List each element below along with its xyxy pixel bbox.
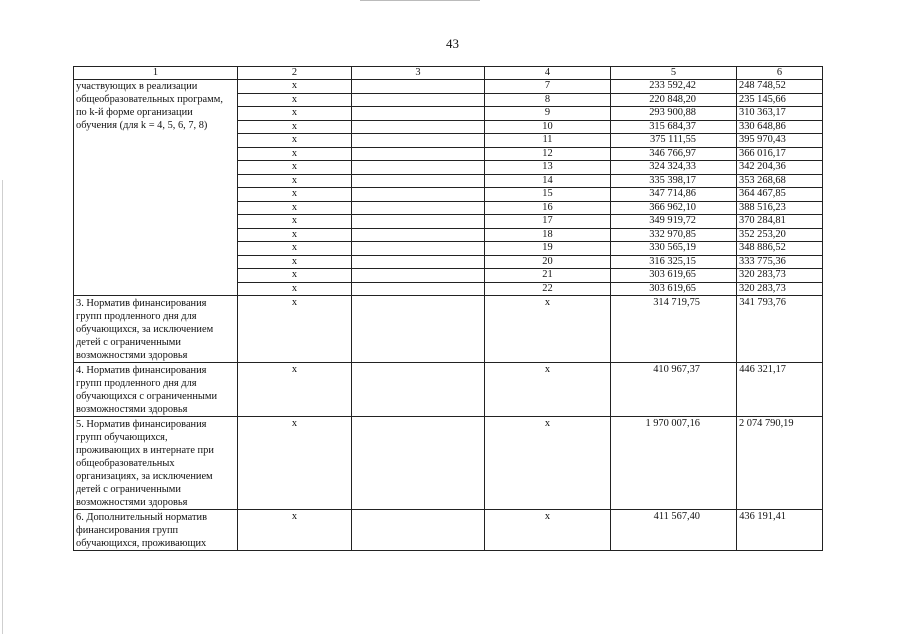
cell-col-2: х xyxy=(238,242,352,256)
description-line: общеобразовательных программ, xyxy=(76,94,223,105)
cell-col-5: 293 900,88 xyxy=(611,107,737,121)
cell-col-5: 233 592,42 xyxy=(611,80,737,94)
table-row xyxy=(74,363,823,417)
description-line: по k-й форме организации xyxy=(76,107,193,118)
cell-col-3 xyxy=(352,188,485,202)
cell-col-5: 410 967,37 xyxy=(611,363,737,417)
cell-col-2: х xyxy=(238,296,352,363)
description-line: 3. Норматив финансирования xyxy=(76,298,207,309)
cell-col-5: 375 111,55 xyxy=(611,134,737,148)
cell-col-2: х xyxy=(238,228,352,242)
header-col-2: 2 xyxy=(238,67,352,80)
description-line: 6. Дополнительный норматив xyxy=(76,512,208,523)
row-description xyxy=(74,510,238,551)
cell-col-2: х xyxy=(238,188,352,202)
description-line: организациях, за исключением xyxy=(76,471,213,482)
cell-col-4: 9 xyxy=(485,107,611,121)
cell-col-6: 446 321,17 xyxy=(737,363,823,417)
table-row xyxy=(74,296,823,363)
header-col-4: 4 xyxy=(485,67,611,80)
cell-col-5: 330 565,19 xyxy=(611,242,737,256)
description-line: обучающихся, за исключением xyxy=(76,324,214,335)
cell-col-3 xyxy=(352,417,485,510)
cell-col-3 xyxy=(352,282,485,296)
description-line: обучающихся с ограниченными xyxy=(76,391,217,402)
cell-col-3 xyxy=(352,255,485,269)
cell-col-5: 366 962,10 xyxy=(611,201,737,215)
cell-col-6: 235 145,66 xyxy=(737,93,823,107)
cell-col-5: 411 567,40 xyxy=(611,510,737,551)
cell-col-4: 17 xyxy=(485,215,611,229)
cell-col-4: 19 xyxy=(485,242,611,256)
scan-edge xyxy=(2,180,3,634)
row-description xyxy=(74,417,238,510)
cell-col-4: 18 xyxy=(485,228,611,242)
cell-col-2: х xyxy=(238,255,352,269)
cell-col-3 xyxy=(352,80,485,94)
cell-col-4: 8 xyxy=(485,93,611,107)
cell-col-6: 341 793,76 xyxy=(737,296,823,363)
cell-col-5: 316 325,15 xyxy=(611,255,737,269)
cell-col-5: 324 324,33 xyxy=(611,161,737,175)
cell-col-4: 10 xyxy=(485,120,611,134)
cell-col-5: 303 619,65 xyxy=(611,269,737,283)
cell-col-2: х xyxy=(238,201,352,215)
cell-col-3 xyxy=(352,107,485,121)
cell-col-6: 310 363,17 xyxy=(737,107,823,121)
description-line: 4. Норматив финансирования xyxy=(76,365,207,376)
description-line: групп продленного дня для xyxy=(76,311,197,322)
cell-col-2: х xyxy=(238,282,352,296)
cell-col-3 xyxy=(352,134,485,148)
cell-col-2: х xyxy=(238,510,352,551)
cell-col-4: х xyxy=(485,510,611,551)
description-line: обучающихся, проживающих xyxy=(76,538,207,549)
cell-col-3 xyxy=(352,93,485,107)
cell-col-4: 12 xyxy=(485,147,611,161)
cell-col-6: 342 204,36 xyxy=(737,161,823,175)
top-rule xyxy=(360,0,480,2)
cell-col-5: 315 684,37 xyxy=(611,120,737,134)
cell-col-4: х xyxy=(485,417,611,510)
row-description xyxy=(74,363,238,417)
cell-col-5: 303 619,65 xyxy=(611,282,737,296)
cell-col-2: х xyxy=(238,107,352,121)
cell-col-6: 366 016,17 xyxy=(737,147,823,161)
cell-col-5: 332 970,85 xyxy=(611,228,737,242)
cell-col-2: х xyxy=(238,80,352,94)
cell-col-6: 330 648,86 xyxy=(737,120,823,134)
row-description xyxy=(74,80,238,296)
page-number: 43 xyxy=(446,36,459,51)
cell-col-3 xyxy=(352,161,485,175)
description-line: детей с ограниченными xyxy=(76,484,181,495)
cell-col-3 xyxy=(352,228,485,242)
cell-col-5: 349 919,72 xyxy=(611,215,737,229)
cell-col-3 xyxy=(352,510,485,551)
cell-col-4: 11 xyxy=(485,134,611,148)
description-line: возможностями здоровья xyxy=(76,497,188,508)
cell-col-2: х xyxy=(238,174,352,188)
cell-col-2: х xyxy=(238,161,352,175)
cell-col-3 xyxy=(352,215,485,229)
cell-col-5: 347 714,86 xyxy=(611,188,737,202)
cell-col-6: 348 886,52 xyxy=(737,242,823,256)
cell-col-2: х xyxy=(238,134,352,148)
cell-col-2: х xyxy=(238,215,352,229)
cell-col-4: х xyxy=(485,363,611,417)
normatives-table xyxy=(73,66,823,551)
description-line: обучения (для k = 4, 5, 6, 7, 8) xyxy=(76,120,208,131)
cell-col-6: 333 775,36 xyxy=(737,255,823,269)
description-line: детей с ограниченными xyxy=(76,337,181,348)
table-row xyxy=(74,417,823,510)
cell-col-5: 1 970 007,16 xyxy=(611,417,737,510)
header-col-6: 6 xyxy=(737,67,823,80)
cell-col-3 xyxy=(352,269,485,283)
cell-col-6: 248 748,52 xyxy=(737,80,823,94)
cell-col-6: 395 970,43 xyxy=(737,134,823,148)
description-line: групп обучающихся, xyxy=(76,432,168,443)
header-col-3: 3 xyxy=(352,67,485,80)
cell-col-6: 352 253,20 xyxy=(737,228,823,242)
description-line: групп продленного дня для xyxy=(76,378,197,389)
cell-col-3 xyxy=(352,363,485,417)
cell-col-6: 388 516,23 xyxy=(737,201,823,215)
description-line: возможностями здоровья xyxy=(76,350,188,361)
table-row xyxy=(74,510,823,551)
cell-col-4: х xyxy=(485,296,611,363)
cell-col-3 xyxy=(352,242,485,256)
cell-col-3 xyxy=(352,296,485,363)
description-line: финансирования групп xyxy=(76,525,179,536)
cell-col-6: 364 467,85 xyxy=(737,188,823,202)
cell-col-4: 22 xyxy=(485,282,611,296)
cell-col-6: 353 268,68 xyxy=(737,174,823,188)
cell-col-4: 20 xyxy=(485,255,611,269)
cell-col-2: х xyxy=(238,363,352,417)
cell-col-5: 346 766,97 xyxy=(611,147,737,161)
cell-col-3 xyxy=(352,201,485,215)
cell-col-6: 320 283,73 xyxy=(737,269,823,283)
cell-col-6: 2 074 790,19 xyxy=(737,417,823,510)
cell-col-3 xyxy=(352,147,485,161)
header-col-1: 1 xyxy=(74,67,238,80)
cell-col-2: х xyxy=(238,417,352,510)
cell-col-2: х xyxy=(238,120,352,134)
description-line: общеобразовательных xyxy=(76,458,175,469)
description-line: участвующих в реализации xyxy=(76,81,198,92)
header-row xyxy=(74,67,823,80)
cell-col-4: 21 xyxy=(485,269,611,283)
cell-col-4: 14 xyxy=(485,174,611,188)
cell-col-3 xyxy=(352,174,485,188)
cell-col-5: 220 848,20 xyxy=(611,93,737,107)
cell-col-4: 7 xyxy=(485,80,611,94)
description-line: 5. Норматив финансирования xyxy=(76,419,207,430)
cell-col-4: 15 xyxy=(485,188,611,202)
cell-col-6: 370 284,81 xyxy=(737,215,823,229)
cell-col-2: х xyxy=(238,93,352,107)
cell-col-5: 335 398,17 xyxy=(611,174,737,188)
cell-col-6: 436 191,41 xyxy=(737,510,823,551)
cell-col-5: 314 719,75 xyxy=(611,296,737,363)
cell-col-3 xyxy=(352,120,485,134)
description-line: возможностями здоровья xyxy=(76,404,188,415)
cell-col-6: 320 283,73 xyxy=(737,282,823,296)
header-col-5: 5 xyxy=(611,67,737,80)
cell-col-2: х xyxy=(238,147,352,161)
row-description xyxy=(74,296,238,363)
cell-col-2: х xyxy=(238,269,352,283)
description-line: проживающих в интернате при xyxy=(76,445,214,456)
cell-col-4: 13 xyxy=(485,161,611,175)
cell-col-4: 16 xyxy=(485,201,611,215)
table-row xyxy=(74,80,823,94)
